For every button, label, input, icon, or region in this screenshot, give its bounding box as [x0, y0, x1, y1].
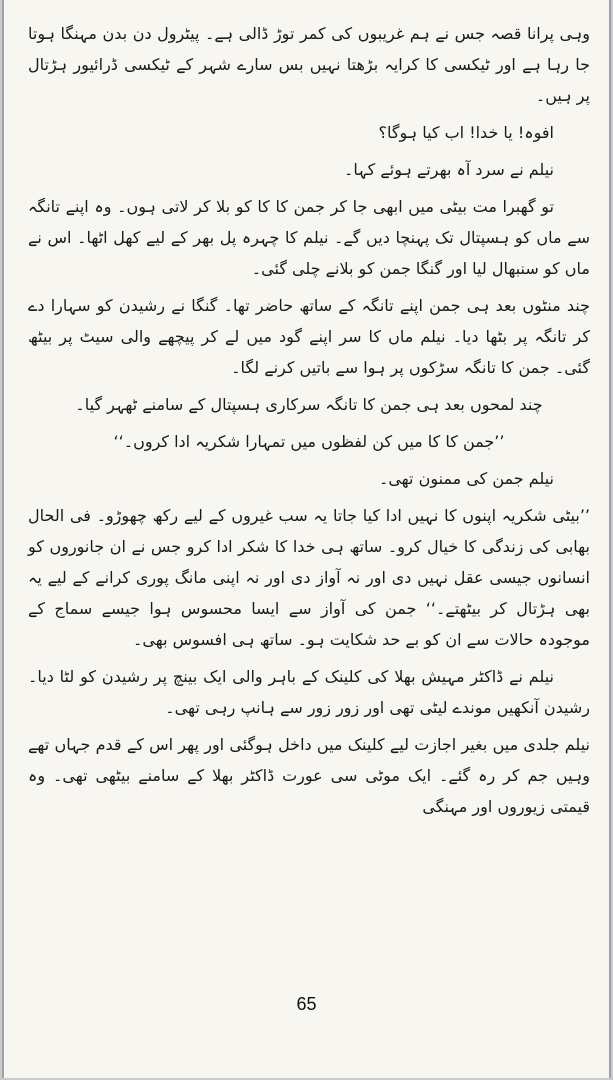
page-right-edge: [609, 0, 611, 1078]
paragraph-2: افوہ! یا خدا! اب کیا ہوگا؟: [378, 123, 554, 142]
paragraph-8: نیلم جمن کی ممنون تھی۔: [378, 469, 554, 488]
page-left-edge: [2, 0, 4, 1078]
paragraph-3: نیلم نے سرد آہ بھرتے ہوئے کہا۔: [344, 160, 554, 179]
paragraph-4: تو گھبرا مت بیٹی میں ابھی جا کر جمن کا کا کو بلا کر لاتی ہوں۔ وہ اپنے تانگہ سے ماں کو ہسپتال تک پہنچا دیں گے۔ نیلم کا چہرہ پل بھر کے لیے کھل اٹھا۔ اس نے ماں کو سنبھال لیا اور گنگا جمن کو بلانے چلی گئی۔: [28, 197, 590, 278]
paragraph-11: نیلم جلدی میں بغیر اجازت لیے کلینک میں داخل ہوگئی اور پھر اس کے قدم جہاں تھے وہیں جم کر رہ گئے۔ ایک موٹی سی عورت ڈاکٹر بھلا کے سامنے بیٹھی تھی۔ وہ قیمتی زیوروں اور مہنگی: [28, 735, 590, 816]
paragraph-10: نیلم نے ڈاکٹر مہیش بھلا کی کلینک کے باہر والی ایک بینچ پر رشیدن کو لٹا دیا۔ رشیدن آنکھیں موندے لیٹی تھی اور زور زور سے ہانپ رہی تھی۔: [28, 667, 590, 717]
paragraph-9-quote: ’’بیٹی شکریہ اپنوں کا نہیں ادا کیا جاتا یہ سب غیروں کے لیے رکھ چھوڑو۔ فی الحال بھابی کی زندگی کا خیال کرو۔ ساتھ ہی خدا کا شکر ادا کرو جس نے ان جانوروں کو انسانوں جیسی عقل نہیں دی اور نہ آواز دی اور نہ اپنی مانگ پوری کرانے کے لیے یہ بھی ہڑتال کر بیٹھتے۔‘‘ جمن کی آواز سے ایسا محسوس ہوا جیسے سماج کے موجودہ حالات سے ان کو بے حد شکایت ہو۔ ساتھ ہی افسوس بھی۔: [28, 506, 590, 649]
paragraph-1: وہی پرانا قصہ جس نے ہم غریبوں کی کمر توڑ ڈالی ہے۔ پیٹرول دن بدن مہنگا ہوتا جا رہا ہے اور ٹیکسی کا کرایہ بڑھتا نہیں بس سارے شہر کے ٹیکسی ڈرائیور ہڑتال پر ہیں۔: [28, 24, 590, 105]
urdu-text-body: [28, 18, 590, 828]
paragraph-6: چند لمحوں بعد ہی جمن کا تانگہ سرکاری ہسپتال کے سامنے ٹھہر گیا۔: [75, 395, 543, 414]
paragraph-7-quote: ’’جمن کا کا میں کن لفظوں میں تمہارا شکریہ ادا کروں۔‘‘: [113, 432, 505, 451]
book-page: [2, 0, 611, 1078]
paragraph-5: چند منٹوں بعد ہی جمن اپنے تانگہ کے ساتھ حاضر تھا۔ گنگا نے رشیدن کو سہارا دے کر تانگہ پر بٹھا دیا۔ نیلم ماں کا سر اپنے گود میں لے کر پیچھے والی سیٹ پر بیٹھ گئی۔ جمن کا تانگہ سڑکوں پر ہوا سے باتیں کرنے لگا۔: [28, 296, 590, 377]
page-number: 65: [296, 994, 317, 1014]
